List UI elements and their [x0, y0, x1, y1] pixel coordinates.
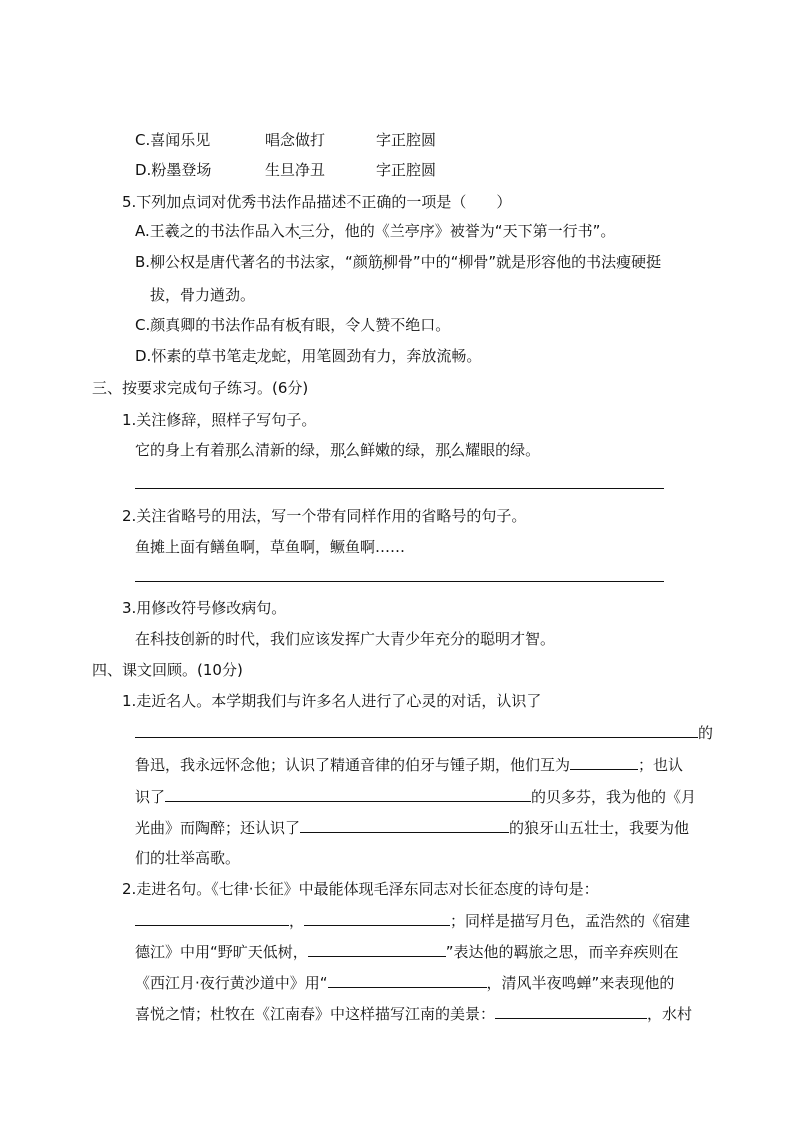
q5-option-c-dotted: 有板有眼: [270, 316, 331, 334]
q1-line5-tail: 的狼牙山五壮士，我要为他: [509, 819, 690, 837]
q5-option-a: [135, 221, 615, 241]
section4-q1-line1: 1.走近名人。本学期我们与许多名人进行了心灵的对话，认识了: [122, 692, 542, 710]
q4-option-d-word3: 字正腔圆: [376, 161, 437, 179]
q2-line3-text: 德江》中用“野旷天低树，: [135, 943, 308, 961]
q1-example-part: 它的身上有着: [135, 441, 226, 459]
q2-line3-tail: ”表达他的羁旅之思，而辛弃疾则在: [445, 943, 679, 961]
fill-blank[interactable]: [308, 941, 446, 957]
q1-line3-tail: ；也认: [638, 756, 684, 774]
answer-line-q2[interactable]: [135, 581, 664, 582]
section3-q1-example: [135, 440, 540, 460]
q2-line4-tail: ，清风半夜鸣蝉”来表现他的: [486, 974, 675, 992]
fill-blank[interactable]: [135, 910, 289, 926]
q5-option-d-tail: ，用笔圆劲有力，奔放流畅。: [286, 347, 482, 365]
q5-option-a-tail: ，他的《兰亭序》被誉为“天下第一行书”。: [329, 222, 616, 240]
section4-q2-line3: [135, 941, 679, 961]
section4-q1-line4: [135, 786, 696, 806]
section3-q2-prompt: 2.关注省略号的用法，写一个带有同样作用的省略号的句子。: [122, 507, 527, 525]
section4-q2-line1: 2.走进名句。《七律·长征》中最能体现毛泽东同志对长征态度的诗句是：: [122, 880, 599, 898]
fill-blank[interactable]: [135, 722, 698, 738]
q5-option-b-dotted: 颜筋柳骨: [352, 253, 413, 271]
section4-q1-line3: [135, 754, 683, 774]
q1-line2-end: 的: [698, 724, 714, 742]
fill-blank[interactable]: [495, 1003, 647, 1019]
section4-heading: 四、课文回顾。(10分): [92, 661, 243, 679]
q5-option-d-text: D.怀素的草书: [135, 347, 227, 365]
q4-option-c-word3: 字正腔圆: [376, 131, 437, 149]
q1-line4-tail: 的贝多芬，我为他的《月: [531, 788, 697, 806]
section3-heading: 三、按要求完成句子练习。(6分): [92, 379, 309, 397]
section3-q3-sentence: 在科技创新的时代，我们应该发挥广大青少年充分的聪明才智。: [135, 630, 556, 648]
q4-option-c-word2: 唱念做打: [265, 131, 326, 149]
section3-q3-prompt: 3.用修改符号修改病句。: [122, 599, 287, 617]
fill-blank[interactable]: [328, 972, 487, 988]
q4-option-c-label: C.喜闻乐见: [135, 131, 211, 149]
q5-option-d-dotted: 笔走龙蛇: [226, 347, 287, 365]
q1-line5-text: 光曲》而陶醉；还认识了: [135, 819, 301, 837]
section4-q1-line5: [135, 817, 689, 837]
q1-example-part: 耀眼的绿。: [465, 441, 541, 459]
q1-example-part: 清新的绿，: [255, 441, 331, 459]
section4-q2-line4: [135, 972, 674, 992]
fill-blank[interactable]: [304, 910, 450, 926]
q5-option-c-text: C.颜真卿的书法作品: [135, 316, 271, 334]
fill-blank[interactable]: [165, 786, 531, 802]
q1-example-part: 鲜嫩的绿，: [360, 441, 436, 459]
q5-option-d: [135, 346, 481, 366]
q5-option-b: [135, 252, 661, 272]
section4-q1-line6: 们的壮举高歌。: [135, 849, 241, 867]
q1-example-dotted: 那么: [330, 441, 361, 459]
answer-line-q1[interactable]: [135, 488, 664, 489]
q2-line2-comma: ，: [289, 912, 305, 930]
q1-line4-text: 识了: [135, 788, 166, 806]
q4-option-d-word2: 生旦净丑: [265, 161, 326, 179]
q2-line5-tail: ，水村: [647, 1005, 693, 1023]
section3-q1-prompt: 1.关注修辞，照样子写句子。: [122, 411, 317, 429]
q2-line5-text: 喜悦之情；杜牧在《江南春》中这样描写江南的美景：: [135, 1005, 496, 1023]
q5-option-b-text: B.柳公权是唐代著名的书法家，“: [135, 253, 353, 271]
q5-stem: 5.下列加点词对优秀书法作品描述不正确的一项是（ ）: [122, 193, 512, 211]
section4-q1-line2: [135, 722, 713, 742]
section4-q2-line2: [135, 910, 690, 930]
q1-example-dotted: 那么: [225, 441, 256, 459]
q5-option-c: [135, 315, 450, 335]
section3-q2-example: 鱼摊上面有鳝鱼啊，草鱼啊，鳜鱼啊……: [135, 538, 406, 556]
fill-blank[interactable]: [300, 817, 509, 833]
q5-option-c-tail: ，令人赞不绝口。: [330, 316, 451, 334]
q4-option-d-label: D.粉墨登场: [135, 161, 212, 179]
q5-option-a-dotted: 入木三分: [269, 222, 330, 240]
section4-q2-line5: [135, 1003, 692, 1023]
q2-line2-tail: ；同样是描写月色，孟浩然的《宿建: [450, 912, 691, 930]
q5-option-b-line2: 拔，骨力遒劲。: [150, 286, 256, 304]
q2-line4-text: 《西江月·夜行黄沙道中》用“: [135, 974, 328, 992]
fill-blank[interactable]: [570, 754, 638, 770]
q1-example-dotted: 那么: [435, 441, 466, 459]
q5-option-a-text: A.王羲之的书法作品: [135, 222, 270, 240]
q5-option-b-tail: ”中的“柳骨”就是形容他的书法瘦硬挺: [412, 253, 662, 271]
q1-line3-text: 鲁迅，我永远怀念他；认识了精通音律的伯牙与锺子期，他们互为: [135, 756, 571, 774]
